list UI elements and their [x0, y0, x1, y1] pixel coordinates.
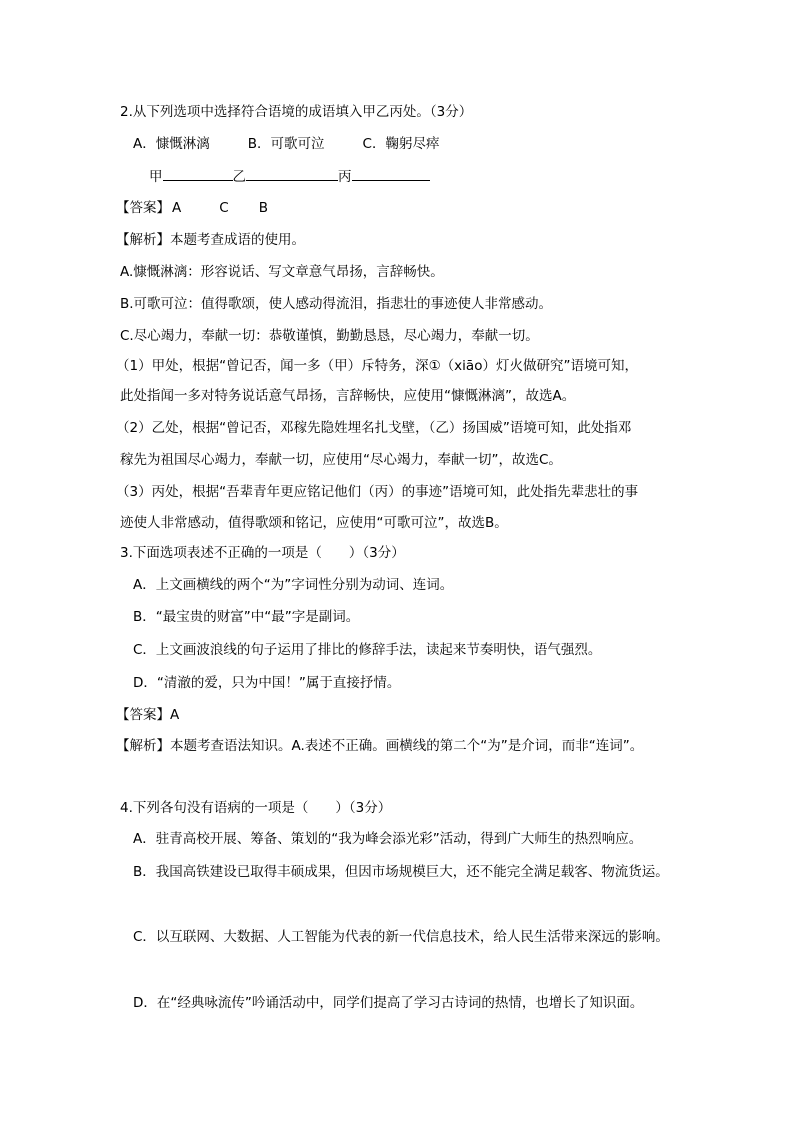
- q2-answer-label: 【答案】: [116, 200, 170, 216]
- q3-option-c: C．上文画波浪线的句子运用了排比的修辞手法，读起来节奏明快，语气强烈。: [133, 642, 602, 658]
- q4-option-b: B．我国高铁建设已取得丰硕成果，但因市场规模巨大，还不能完全满足载客、物流货运。: [133, 864, 669, 880]
- q2-exp2-line1: （2）乙处，根据“曾记否，邓稼先隐姓埋名扎戈壁，（乙）扬国威”语境可知，此处指邓: [116, 420, 632, 436]
- q2-options: [133, 134, 439, 154]
- q2-answer-1: A: [172, 200, 182, 216]
- q2-answer-3: B: [258, 200, 268, 216]
- q2-option-b: B．可歌可泣: [247, 136, 325, 152]
- q3-option-a: A．上文画横线的两个“为”字词性分别为动词、连词。: [133, 577, 454, 593]
- q2-answer-row: [116, 198, 268, 218]
- q3-answer-row: [116, 705, 179, 725]
- q2-blanks: [149, 166, 430, 187]
- q2-exp3-line1: （3）丙处，根据“吾辈青年更应铭记他们（丙）的事迹”语境可知，此处指先辈悲壮的事: [116, 484, 639, 500]
- q2-exp2-line2: 稼先为祖国尽心竭力，奉献一切，应使用“尽心竭力，奉献一切”，故选C。: [120, 452, 562, 468]
- q2-analysis-label: 【解析】: [116, 232, 170, 248]
- q2-blank-jia-line: [163, 166, 233, 181]
- q4-option-c: C．以互联网、大数据、人工智能为代表的新一代信息技术，给人民生活带来深远的影响。: [133, 929, 669, 945]
- q2-blank-bing-line: [352, 166, 430, 181]
- q2-blank-yi-label: 乙: [232, 169, 246, 185]
- q2-option-c: C．鞠躬尽瘁: [362, 136, 440, 152]
- q2-answer-2: C: [219, 200, 229, 216]
- q2-exp1-line2: 此处指闻一多对特务说话意气昂扬，言辞畅快，应使用“慷慨淋漓”，故选A。: [120, 388, 576, 404]
- q3-answer: A: [170, 707, 180, 723]
- q3-option-d: D．“清澈的爱，只为中国！”属于直接抒情。: [133, 675, 401, 691]
- q2-option-a: A．慷慨淋漓: [133, 136, 210, 152]
- q3-answer-label: 【答案】: [116, 707, 170, 723]
- q3-analysis-label: 【解析】: [116, 738, 170, 754]
- q2-def-a: A.慷慨淋漓：形容说话、写文章意气昂扬，言辞畅快。: [120, 264, 444, 280]
- q2-def-b: B.可歌可泣：值得歌颂，使人感动得流泪，指悲壮的事迹使人非常感动。: [120, 296, 553, 312]
- q3-analysis: 本题考查语法知识。A.表述不正确。画横线的第二个“为”是介词，而非“连词”。: [170, 738, 644, 754]
- q4-title: 4.下列各句没有语病的一项是（ ）（3分）: [120, 800, 392, 816]
- q2-analysis-intro: 本题考查成语的使用。: [170, 232, 305, 248]
- q4-option-d: D．在“经典咏流传”吟诵活动中，同学们提高了学习古诗词的热情，也增长了知识面。: [133, 995, 644, 1011]
- q3-option-b: B．“最宝贵的财富”中“最”字是副词。: [133, 609, 360, 625]
- q2-exp3-line2: 迹使人非常感动，值得歌颂和铭记，应使用“可歌可泣”，故选B。: [120, 515, 508, 531]
- q4-option-a: A．驻青高校开展、筹备、策划的“我为峰会添光彩”活动，得到广大师生的热烈响应。: [133, 831, 643, 847]
- q3-analysis-row: [116, 736, 643, 756]
- q2-blank-jia-label: 甲: [149, 169, 163, 185]
- q2-title: 2.从下列选项中选择符合语境的成语填入甲乙丙处。（3分）: [120, 104, 473, 120]
- q3-title: 3.下面选项表述不正确的一项是（ ）（3分）: [120, 545, 405, 561]
- q2-blank-yi-line: [246, 166, 338, 181]
- q2-blank-bing-label: 丙: [338, 169, 352, 185]
- q2-def-c: C.尽心竭力，奉献一切：恭敬谨慎，勤勤恳恳，尽心竭力，奉献一切。: [120, 328, 539, 344]
- q2-analysis-row: [116, 230, 305, 250]
- q2-exp1-line1: （1）甲处，根据“曾记否，闻一多（甲）斥特务，深①（xiāo）灯火做研究”语境可知，: [116, 358, 638, 374]
